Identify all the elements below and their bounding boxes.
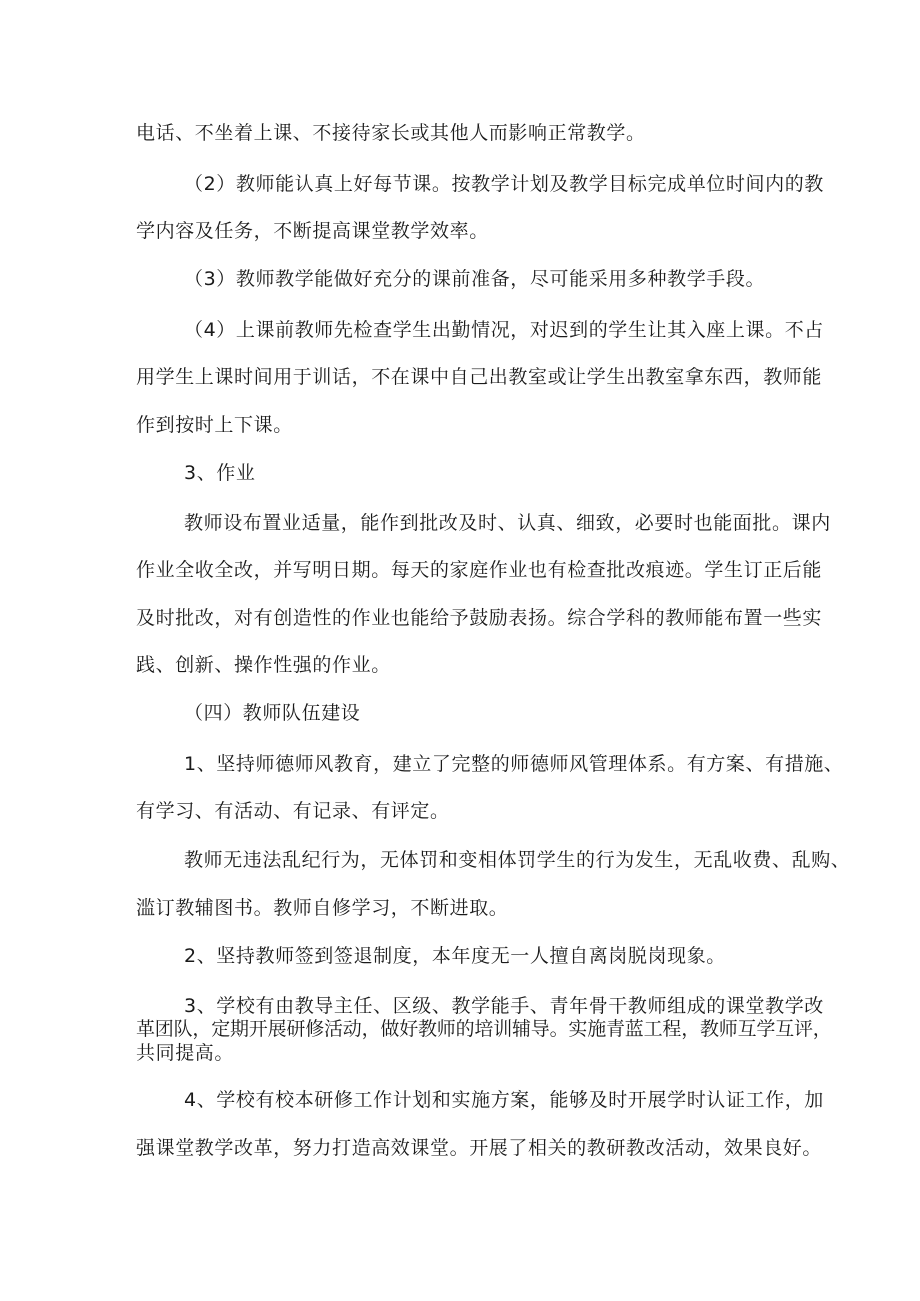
text-line: 及时批改，对有创造性的作业也能给予鼓励表扬。综合学科的教师能布置一些实 (136, 607, 823, 629)
text-line: 共同提高。 (136, 1042, 235, 1064)
text-line: 作业全收全改，并写明日期。每天的家庭作业也有检查批改痕迹。学生订正后能 (136, 559, 823, 581)
text-line: 教师设布置业适量，能作到批改及时、认真、细致，必要时也能面批。课内 (184, 512, 831, 534)
text-line: 4、学校有校本研修工作计划和实施方案，能够及时开展学时认证工作，加 (184, 1089, 824, 1111)
text-line: 滥订教辅图书。教师自修学习，不断进取。 (136, 897, 509, 919)
text-line: 有学习、有活动、有记录、有评定。 (136, 800, 450, 822)
text-line: 3、学校有由教导主任、区级、教学能手、青年骨干教师组成的课堂教学改 (184, 995, 824, 1017)
text-line: 革团队，定期开展研修活动，做好教师的培训辅导。实施青蓝工程，教师互学互评， (136, 1018, 832, 1040)
text-line: （2）教师能认真上好每节课。按教学计划及教学目标完成单位时间内的教 (184, 173, 824, 195)
text-line: 践、创新、操作性强的作业。 (136, 654, 391, 676)
text-line: 作到按时上下课。 (136, 414, 293, 436)
text-line: 2、坚持教师签到签退制度，本年度无一人擅自离岗脱岗现象。 (184, 945, 726, 967)
section-heading: （四）教师队伍建设 (184, 702, 361, 724)
text-line: 学内容及任务，不断提高课堂教学效率。 (136, 220, 489, 242)
text-line: （3）教师教学能做好充分的课前准备，尽可能采用多种教学手段。 (184, 268, 766, 290)
text-line: 1、坚持师德师风教育，建立了完整的师德师风管理体系。有方案、有措施、 (184, 753, 844, 775)
text-line: （4）上课前教师先检查学生出勤情况，对迟到的学生让其入座上课。不占 (184, 319, 824, 341)
text-line: 教师无违法乱纪行为，无体罚和变相体罚学生的行为发生，无乱收费、乱购、 (184, 849, 851, 871)
section-heading: 3、作业 (184, 462, 256, 484)
text-line: 用学生上课时间用于训话，不在课中自己出教室或让学生出教室拿东西，教师能 (136, 366, 823, 388)
text-line: 电话、不坐着上课、不接待家长或其他人而影响正常教学。 (136, 122, 646, 144)
text-line: 强课堂教学改革，努力打造高效课堂。开展了相关的教研教改活动，效果良好。 (136, 1137, 823, 1159)
